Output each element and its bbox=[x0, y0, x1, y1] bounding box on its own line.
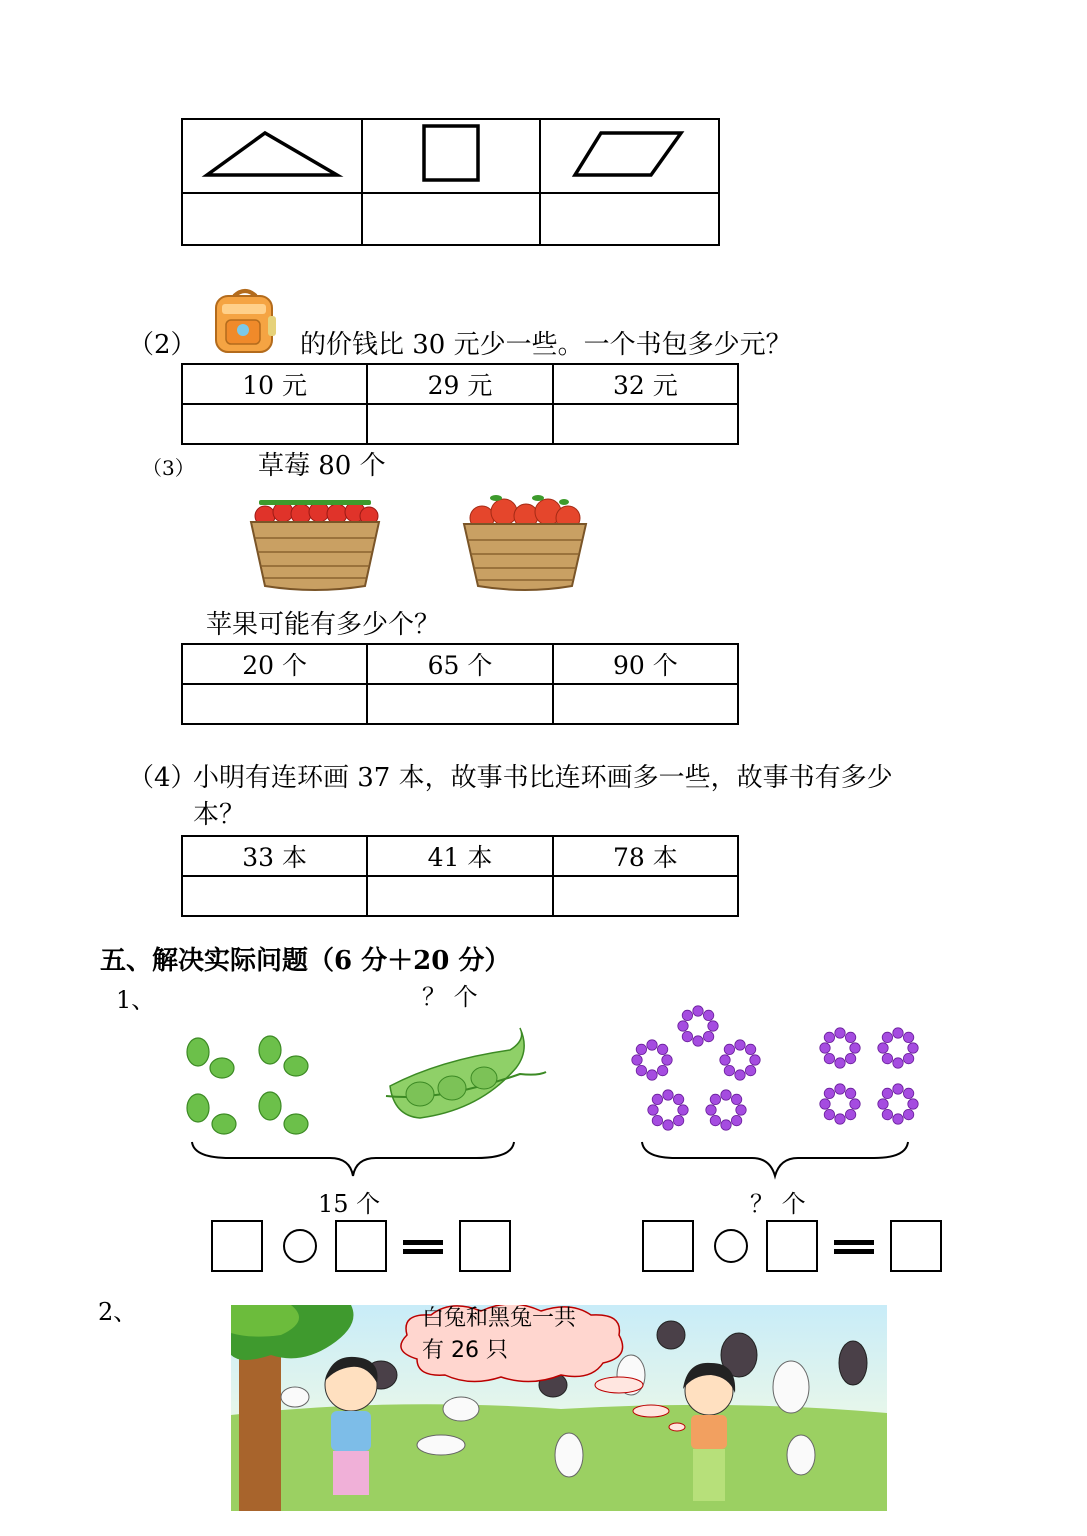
equation-box[interactable] bbox=[766, 1220, 818, 1272]
q4-options-table bbox=[181, 835, 739, 917]
square-icon bbox=[416, 120, 486, 186]
answer-cell[interactable] bbox=[362, 193, 540, 245]
q3-options-table bbox=[181, 643, 739, 725]
shape-cell-parallelogram bbox=[540, 119, 719, 193]
q2-text: 的价钱比 30 元少一些。一个书包多少元？ bbox=[300, 330, 792, 360]
apple-basket-icon bbox=[460, 488, 590, 594]
q2-number: （2） bbox=[128, 330, 197, 360]
q2-options-table bbox=[181, 363, 739, 445]
shape-cell-square bbox=[362, 119, 540, 193]
option-cell: 90 个 bbox=[553, 644, 738, 684]
bubble-line1: 白兔和黑兔一共 bbox=[422, 1306, 577, 1331]
answer-cell[interactable] bbox=[553, 684, 738, 724]
problem1-top-label: ？ 个 bbox=[422, 983, 478, 1011]
q3-number: （3） bbox=[142, 456, 195, 480]
shapes-table bbox=[181, 118, 720, 246]
rabbits-scene-illustration bbox=[231, 1305, 887, 1511]
left-total-label: 15 个 bbox=[318, 1190, 381, 1218]
equation-box[interactable] bbox=[459, 1220, 511, 1272]
section5-title: 五、解决实际问题（6 分＋20 分） bbox=[100, 946, 511, 976]
option-cell: 29 元 bbox=[367, 364, 552, 404]
flowers-illustration bbox=[622, 1000, 932, 1140]
option-cell: 41 本 bbox=[367, 836, 552, 876]
answer-cell[interactable] bbox=[182, 684, 367, 724]
answer-cell[interactable] bbox=[182, 876, 367, 916]
equation-box[interactable] bbox=[890, 1220, 942, 1272]
option-cell: 33 本 bbox=[182, 836, 367, 876]
problem2-number: 2、 bbox=[98, 1298, 138, 1326]
operator-circle[interactable] bbox=[714, 1229, 748, 1263]
answer-cell[interactable] bbox=[182, 404, 367, 444]
option-cell: 10 元 bbox=[182, 364, 367, 404]
equation-box[interactable] bbox=[211, 1220, 263, 1272]
bubble-line2: 有 26 只 bbox=[422, 1338, 508, 1363]
right-brace bbox=[640, 1140, 910, 1180]
answer-cell[interactable] bbox=[182, 193, 362, 245]
schoolbag-icon bbox=[212, 286, 278, 356]
q4-number: （4） bbox=[128, 763, 197, 793]
equals-sign bbox=[834, 1240, 874, 1254]
option-cell: 65 个 bbox=[367, 644, 552, 684]
answer-cell[interactable] bbox=[553, 876, 738, 916]
q3-label: 草莓 80 个 bbox=[258, 451, 386, 481]
right-total-label: ？ 个 bbox=[750, 1190, 806, 1218]
operator-circle[interactable] bbox=[283, 1229, 317, 1263]
q4-line1: 小明有连环画 37 本，故事书比连环画多一些，故事书有多少 bbox=[193, 763, 893, 793]
answer-cell[interactable] bbox=[553, 404, 738, 444]
triangle-icon bbox=[197, 123, 347, 183]
answer-cell[interactable] bbox=[540, 193, 719, 245]
equation-box[interactable] bbox=[335, 1220, 387, 1272]
equals-sign bbox=[403, 1240, 443, 1254]
option-cell: 32 元 bbox=[553, 364, 738, 404]
answer-cell[interactable] bbox=[367, 684, 552, 724]
left-brace bbox=[190, 1140, 516, 1180]
answer-cell[interactable] bbox=[367, 404, 552, 444]
parallelogram-icon bbox=[569, 123, 689, 183]
q3-question: 苹果可能有多少个？ bbox=[206, 610, 441, 640]
equation-box[interactable] bbox=[642, 1220, 694, 1272]
q4-line2: 本？ bbox=[193, 800, 246, 830]
answer-cell[interactable] bbox=[367, 876, 552, 916]
option-cell: 78 本 bbox=[553, 836, 738, 876]
problem1-number: 1、 bbox=[116, 986, 156, 1014]
option-cell: 20 个 bbox=[182, 644, 367, 684]
shape-cell-triangle bbox=[182, 119, 362, 193]
strawberry-basket-icon bbox=[245, 488, 385, 594]
